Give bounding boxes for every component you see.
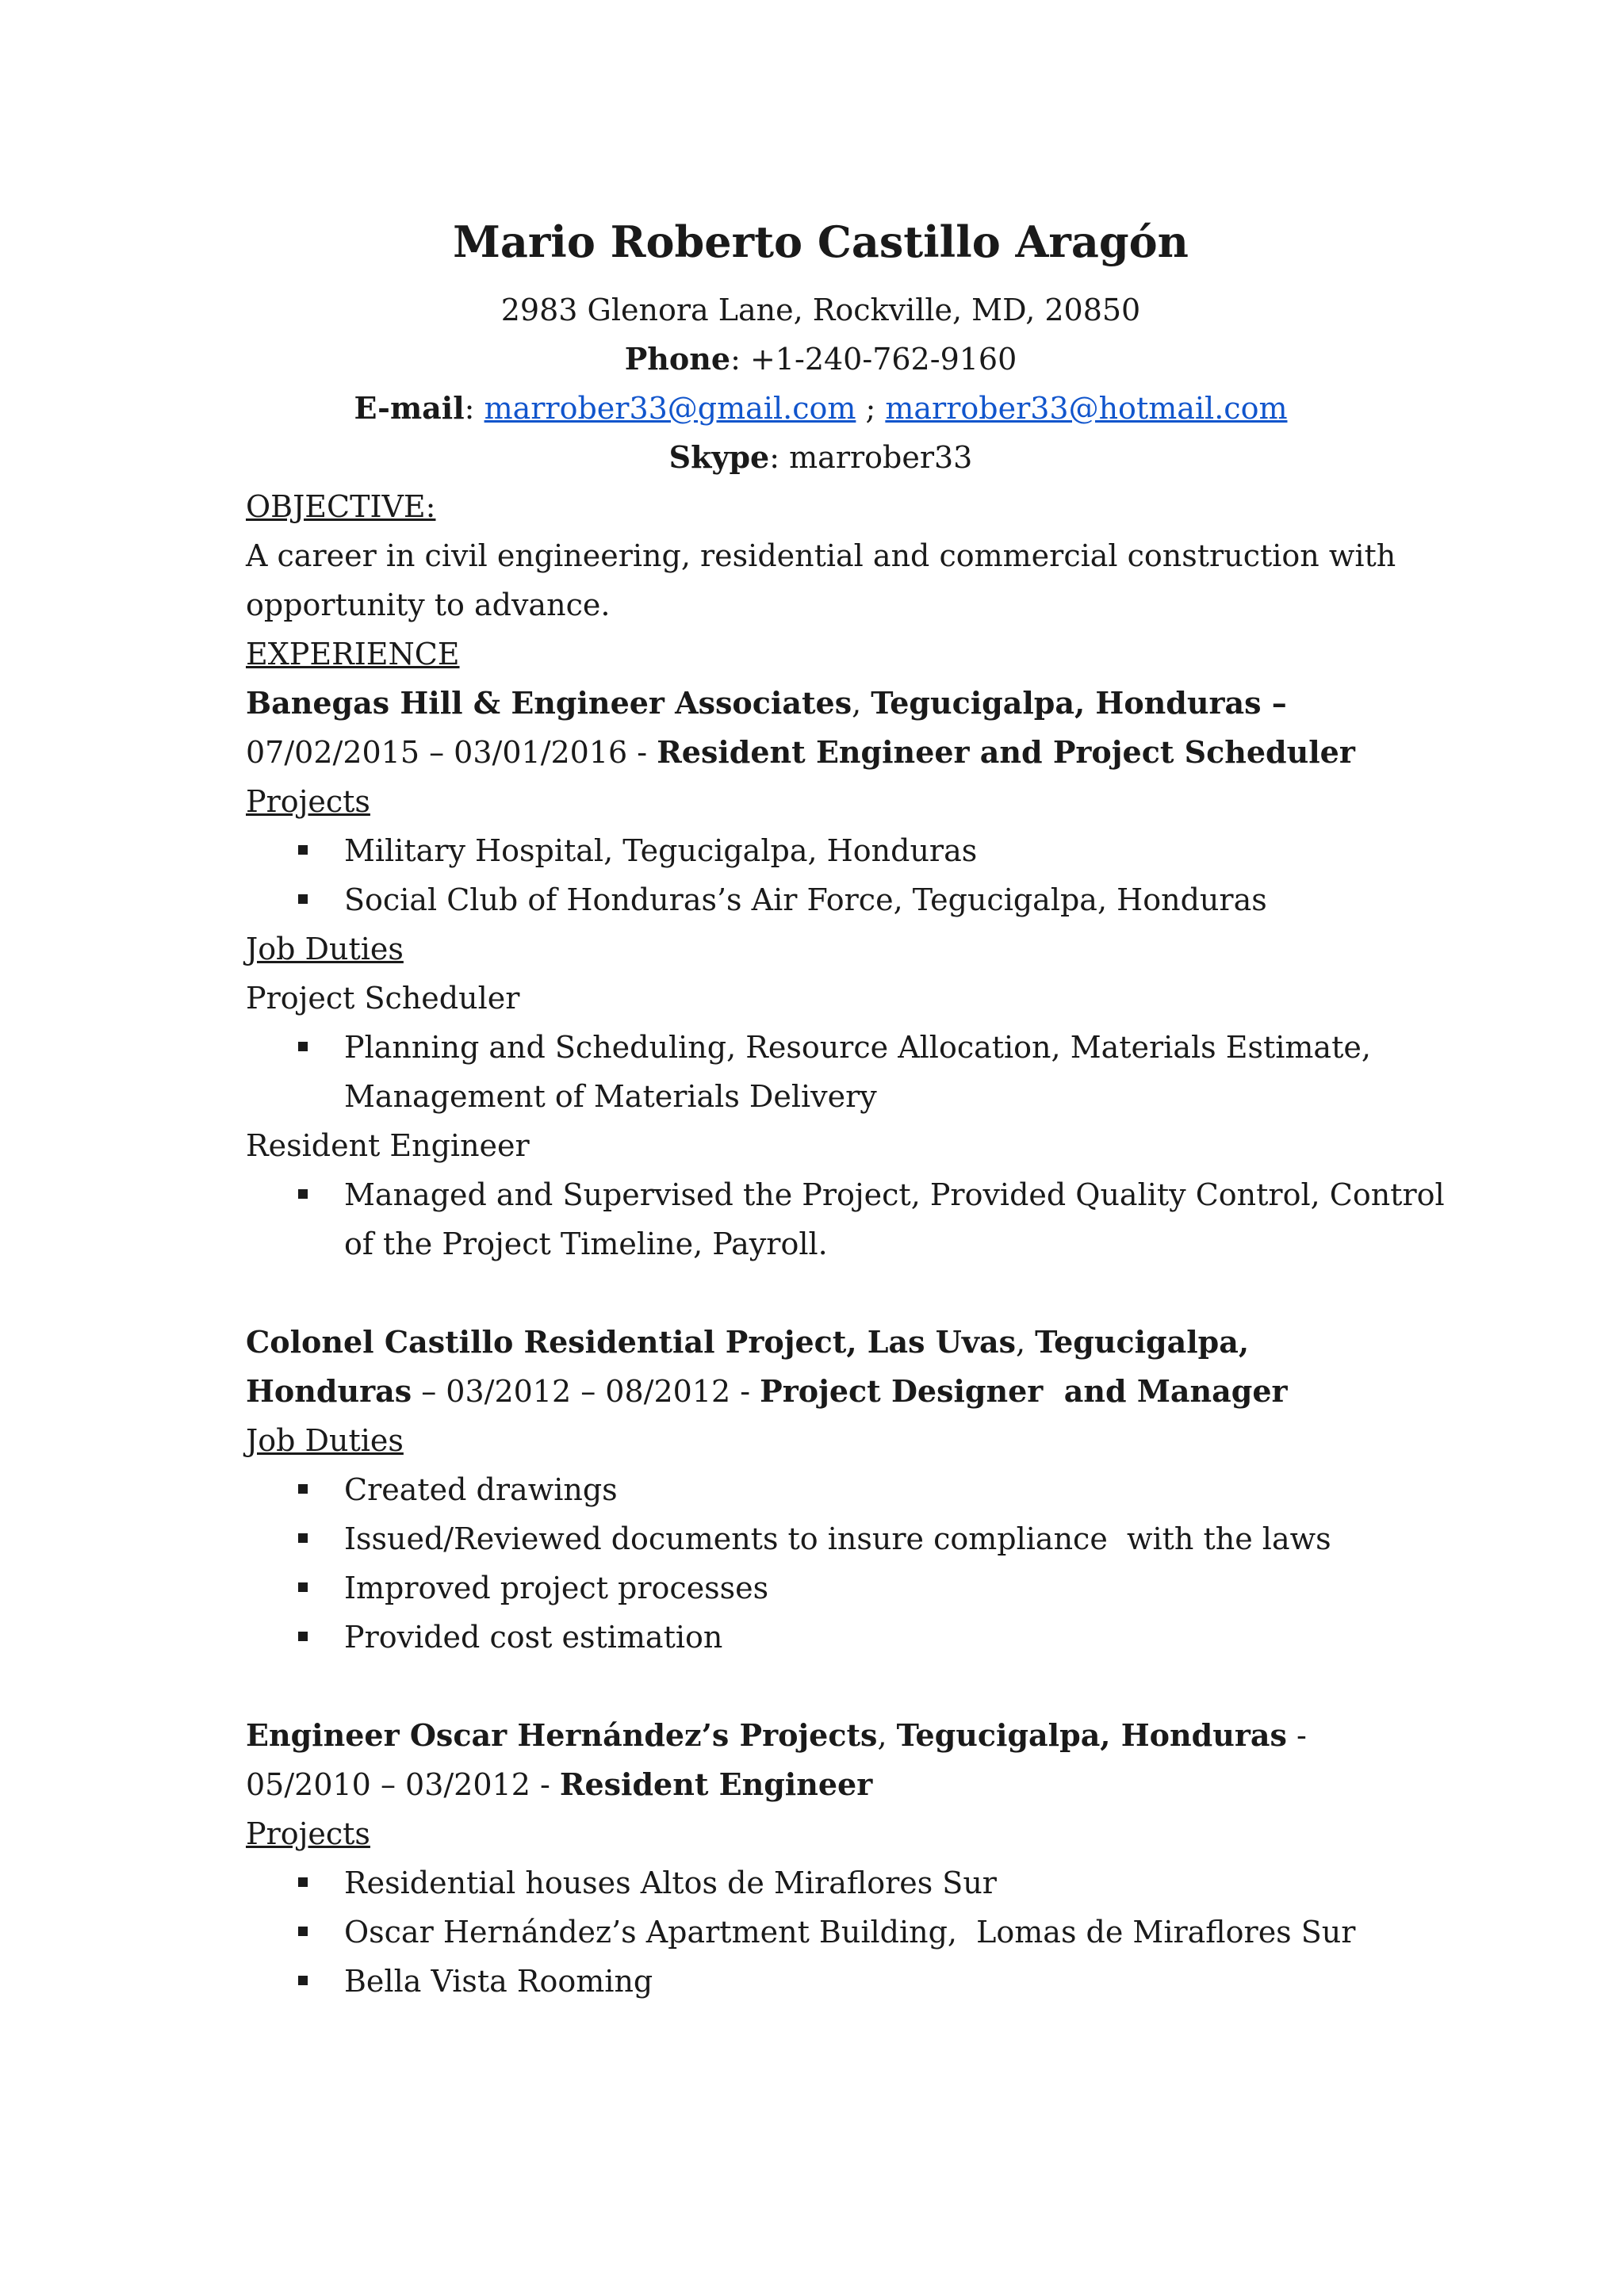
job2-duties-list [246, 1465, 1396, 1662]
job3-company-line [246, 1711, 1396, 1760]
objective-heading: OBJECTIVE: [246, 489, 436, 524]
job2-company-line [246, 1318, 1396, 1367]
email-colon: : [464, 391, 485, 426]
email-link-hotmail[interactable]: marrober33@hotmail.com [885, 391, 1288, 426]
job1-duties-heading: Job Duties [246, 932, 404, 966]
job2-company: Colonel Castillo Residential Project, Las Uvas [246, 1324, 1016, 1360]
bullet-square-icon [298, 1582, 308, 1592]
job3-dates: 05/2010 – 03/2012 - [246, 1767, 560, 1802]
list-item-text-line-2: Management of Materials Delivery [344, 1079, 877, 1114]
bullet-square-icon [298, 1042, 308, 1051]
list-item-text: Bella Vista Rooming [344, 1964, 653, 1999]
job1-company-line [246, 679, 1396, 728]
list-item-text: Social Club of Honduras’s Air Force, Tegucigalpa, Honduras [344, 882, 1267, 917]
job3-comma: , [877, 1718, 897, 1753]
job2-dates: – 03/2012 – 08/2012 - [412, 1374, 760, 1409]
bullet-square-icon [298, 845, 308, 855]
job1-projects-list [246, 826, 1396, 924]
list-item-text-line-1: Planning and Scheduling, Resource Allocation, Materials Estimate, [344, 1030, 1371, 1065]
list-item [246, 875, 1396, 924]
job2-comma: , [1016, 1325, 1036, 1360]
job1-dates: 07/02/2015 – 03/01/2016 - [246, 735, 648, 770]
job3-title: Resident Engineer [559, 1766, 873, 1802]
objective-text-line-1: A career in civil engineering, residential and commercial construction with [246, 538, 1396, 573]
list-item-text-line-1: Managed and Supervised the Project, Provided Quality Control, Control [344, 1177, 1445, 1212]
job2-dates-line [246, 1367, 1396, 1416]
list-item [246, 1858, 1396, 1908]
list-item-text: Issued/Reviewed documents to insure compliance with the laws [344, 1521, 1331, 1556]
section-spacer [246, 1269, 1396, 1318]
bullet-square-icon [298, 894, 308, 904]
job1-role2: Resident Engineer [246, 1128, 530, 1163]
objective-text-line-2: opportunity to advance. [246, 587, 611, 622]
list-item [246, 826, 1396, 875]
resume-content [246, 214, 1445, 2006]
job3-location: Tegucigalpa, Honduras [896, 1717, 1287, 1753]
job2-title: Project Designer and Manager [760, 1373, 1288, 1409]
skype-line [246, 433, 1396, 482]
bullet-square-icon [298, 1976, 308, 1985]
list-item-text: Military Hospital, Tegucigalpa, Honduras [344, 833, 978, 868]
list-item-text: Improved project processes [344, 1571, 769, 1605]
list-item [246, 1563, 1396, 1613]
job2-location-part2: Honduras [246, 1373, 412, 1409]
list-item [246, 1514, 1396, 1563]
list-item [246, 1170, 1445, 1269]
bullet-square-icon [298, 1484, 308, 1494]
list-item [246, 1465, 1396, 1514]
job1-role2-duties [246, 1170, 1445, 1269]
list-item [246, 1957, 1396, 2006]
phone-colon: : [730, 342, 750, 377]
list-item [246, 1613, 1396, 1662]
job3-dash: - [1286, 1718, 1307, 1753]
job3-projects-list [246, 1858, 1396, 2006]
list-item-text: Provided cost estimation [344, 1620, 723, 1655]
email-link-gmail[interactable]: marrober33@gmail.com [484, 391, 856, 426]
phone-line [246, 335, 1396, 384]
skype-colon: : [769, 440, 790, 475]
job1-title: Resident Engineer and Project Scheduler [657, 734, 1355, 770]
job1-location: Tegucigalpa, Honduras – [871, 685, 1287, 721]
job3-dates-line [246, 1760, 1396, 1809]
candidate-name: Mario Roberto Castillo Aragón [453, 216, 1189, 267]
list-item [246, 1023, 1396, 1121]
job1-projects-heading: Projects [246, 784, 370, 819]
job1-comma: , [852, 686, 871, 721]
job1-company: Banegas Hill & Engineer Associates [246, 685, 852, 721]
bullet-square-icon [298, 1632, 308, 1641]
email-label: E-mail [354, 390, 465, 426]
bullet-square-icon [298, 1533, 308, 1543]
list-item [246, 1908, 1396, 1957]
email-line [246, 384, 1396, 433]
bullet-square-icon [298, 1189, 308, 1199]
bullet-square-icon [298, 1927, 308, 1936]
section-spacer [246, 1662, 1396, 1711]
job3-projects-heading: Projects [246, 1816, 370, 1851]
job2-location-part1: Tegucigalpa, [1035, 1324, 1250, 1360]
list-item-text: Residential houses Altos de Miraflores Sur [344, 1866, 997, 1900]
experience-heading: EXPERIENCE [246, 637, 460, 672]
phone-value: +1-240-762-9160 [749, 342, 1017, 377]
skype-value: marrober33 [789, 440, 973, 475]
list-item-text: Oscar Hernández’s Apartment Building, Lomas de Miraflores Sur [344, 1915, 1356, 1950]
phone-label: Phone [624, 341, 731, 377]
list-item-text-line-2: of the Project Timeline, Payroll. [344, 1226, 828, 1261]
skype-label: Skype [668, 439, 770, 475]
job1-role1: Project Scheduler [246, 981, 520, 1016]
job1-dates-line [246, 728, 1396, 777]
job2-duties-heading: Job Duties [246, 1423, 404, 1458]
address: 2983 Glenora Lane, Rockville, MD, 20850 [500, 293, 1141, 327]
bullet-square-icon [298, 1877, 308, 1887]
email-separator: ; [856, 391, 886, 426]
job1-role1-duties [246, 1023, 1396, 1121]
job3-company: Engineer Oscar Hernández’s Projects [246, 1717, 878, 1753]
list-item-text: Created drawings [344, 1472, 618, 1507]
